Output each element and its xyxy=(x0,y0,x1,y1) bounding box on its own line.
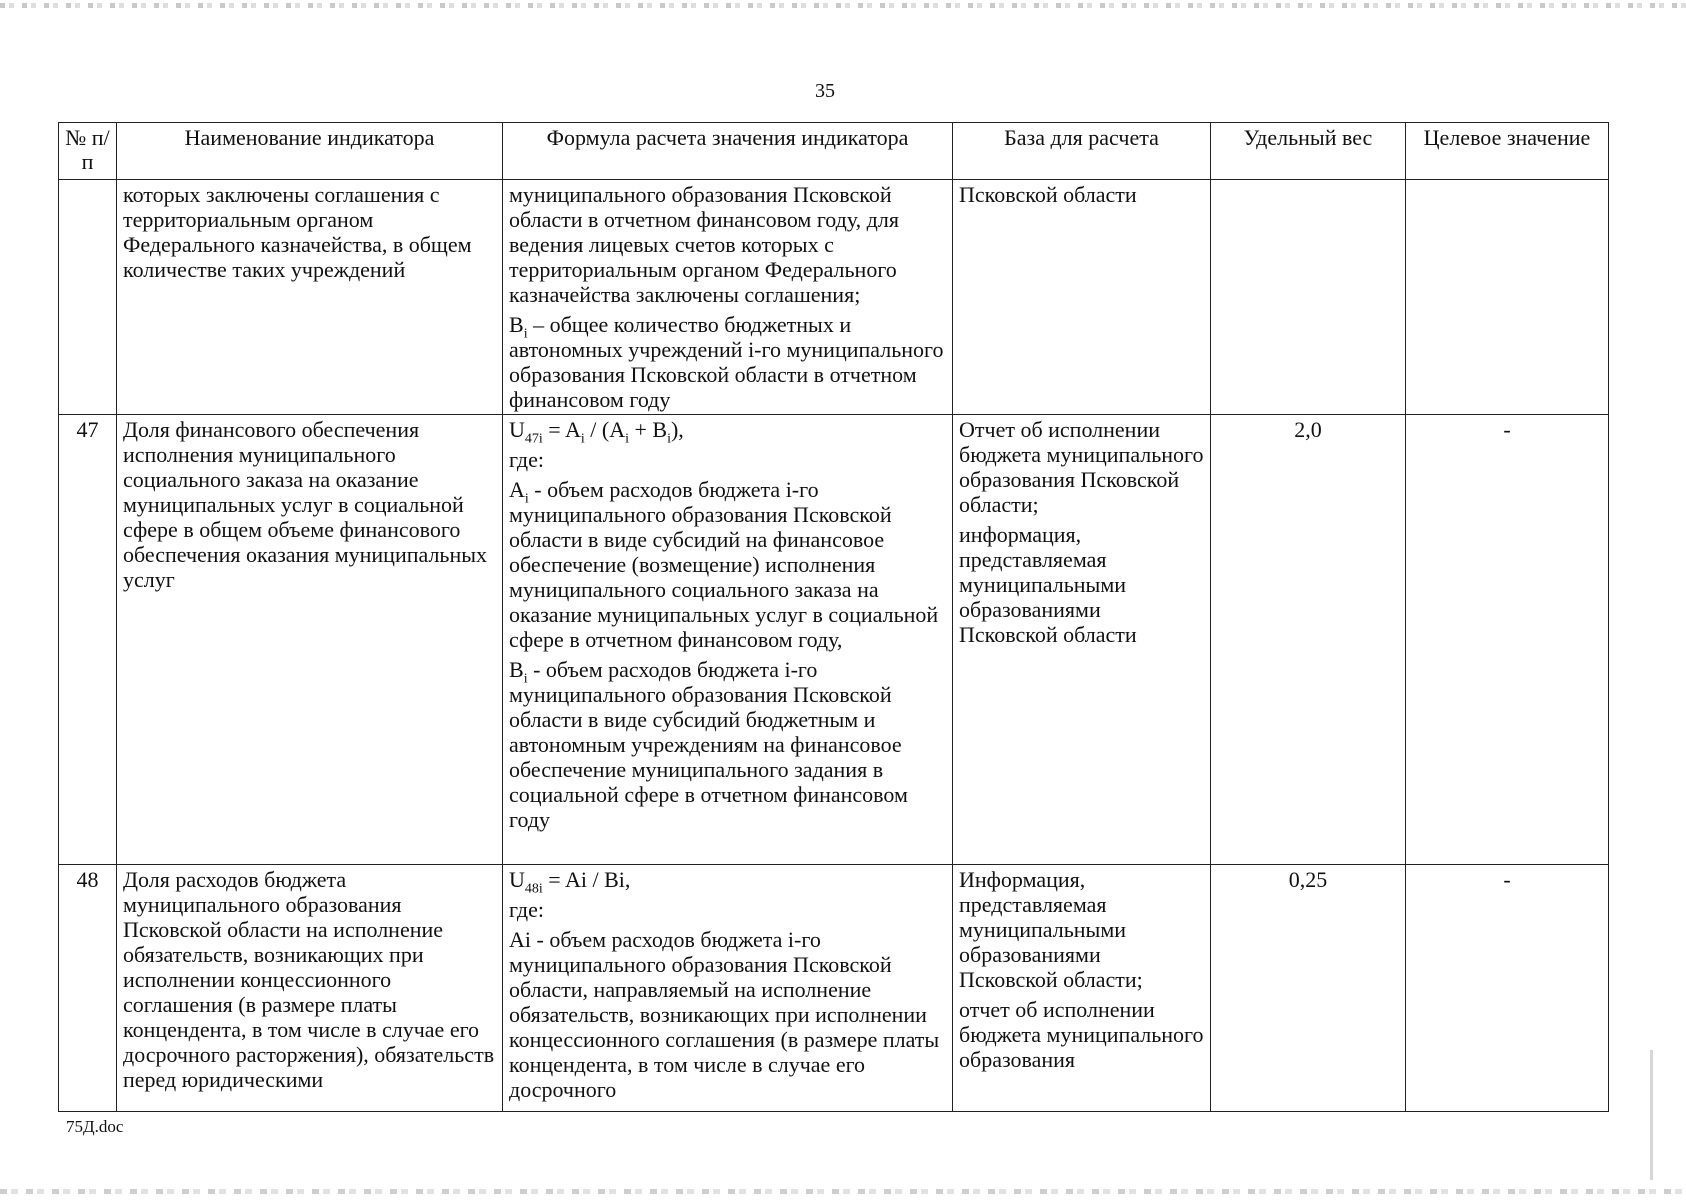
header-base: База для расчета xyxy=(953,123,1211,180)
formula-subscript: 48i xyxy=(524,881,543,897)
indicator-formula xyxy=(503,865,953,1112)
target-value: - xyxy=(1406,865,1609,1112)
formula-text: = Ai / Bi, xyxy=(542,867,631,892)
base-paragraph: Отчет об исполнении бюджета муниципального образования Псковской области; xyxy=(959,417,1204,517)
formula-var: B xyxy=(509,657,524,682)
base-paragraph: Псковской области xyxy=(959,182,1137,207)
table-header-row xyxy=(59,123,1609,180)
formula-paragraph xyxy=(509,312,946,412)
base-paragraph: Информация, представляемая муниципальными образованиями Псковской области; xyxy=(959,867,1143,992)
formula-text: + B xyxy=(628,417,668,442)
row-num: 48 xyxy=(59,865,117,1112)
indicator-name: которых заключены соглашения с территориальным органом Федерального казначейства, в общем количестве таких учреждений xyxy=(117,180,503,415)
calculation-base xyxy=(953,415,1211,865)
weight-value xyxy=(1211,180,1406,415)
formula-var: U xyxy=(509,417,525,442)
formula-paragraph xyxy=(509,657,946,832)
formula-text: - объем расходов бюджета i-го муниципального образования Псковской области в виде субсидий бюджетным и автономным учреждениям на финансовое обеспечение муниципального задания в социальной сфере в отчетном финансовом году xyxy=(509,657,908,832)
header-formula: Формула расчета значения индикатора xyxy=(503,123,953,180)
weight-value: 2,0 xyxy=(1211,415,1406,865)
calculation-base xyxy=(953,180,1211,415)
row-num xyxy=(59,180,117,415)
formula-subscript: 47i xyxy=(524,431,543,447)
formula-paragraph: муниципального образования Псковской области в отчетном финансовом году, для ведения лицевых счетов которых с территориальным органом Федерального казначейства заключены соглашения; xyxy=(509,182,899,307)
formula-var: A xyxy=(509,477,525,502)
formula-subscript: i xyxy=(523,671,528,687)
formula-where: где: xyxy=(509,447,544,472)
formula-var: U xyxy=(509,867,525,892)
page-number: 35 xyxy=(815,80,835,102)
formula-where: где: xyxy=(509,897,544,922)
header-target: Целевое значение xyxy=(1406,123,1609,180)
formula-subscript: i xyxy=(667,431,671,447)
indicator-formula xyxy=(503,415,953,865)
indicator-name: Доля финансового обеспечения исполнения муниципального социального заказа на оказание муниципальных услуг в социальной сфере в общем объеме финансового обеспечения оказания муниципальных услуг xyxy=(117,415,503,865)
table-row xyxy=(59,180,1609,415)
formula-text: = A xyxy=(542,417,581,442)
indicator-formula xyxy=(503,180,953,415)
scan-edge-bottom xyxy=(0,1189,1686,1194)
target-value: - xyxy=(1406,415,1609,865)
target-value xyxy=(1406,180,1609,415)
weight-value: 0,25 xyxy=(1211,865,1406,1112)
formula-subscript: i xyxy=(580,431,585,447)
indicator-table xyxy=(58,122,1609,1112)
formula-paragraph xyxy=(509,477,946,652)
formula-equation xyxy=(509,867,946,897)
formula-var: B xyxy=(509,312,524,337)
formula-subscript: i xyxy=(523,326,528,342)
formula-text: / (A xyxy=(584,417,626,442)
indicator-name: Доля расходов бюджета муниципального образования Псковской области на исполнение обязательств, возникающих при исполнении концессионного соглашения (в размере платы концендента, в том числе в случае его досрочного расторжения), обязательств перед юридическими xyxy=(117,865,503,1112)
table-row xyxy=(59,415,1609,865)
scan-edge-top xyxy=(0,3,1686,8)
formula-paragraph: Ai - объем расходов бюджета i-го муниципального образования Псковской области, направляемый на исполнение обязательств, возникающих при исполнении концессионного соглашения (в размере платы концендента, в том числе в случае его досрочного xyxy=(509,927,940,1102)
scan-edge-right xyxy=(1650,1050,1653,1180)
table-row xyxy=(59,865,1609,1112)
formula-equation xyxy=(509,417,946,447)
calculation-base xyxy=(953,865,1211,1112)
row-num: 47 xyxy=(59,415,117,865)
formula-text: - объем расходов бюджета i-го муниципального образования Псковской области в виде субсидий на финансовое обеспечение (возмещение) исполнения муниципального социального заказа на оказание муниципальных услуг в социальной сфере в отчетном финансовом году, xyxy=(509,477,939,652)
base-paragraph: отчет об исполнении бюджета муниципального образования xyxy=(959,997,1204,1072)
header-weight: Удельный вес xyxy=(1211,123,1406,180)
header-num: № п/п xyxy=(59,123,117,180)
formula-text: – общее количество бюджетных и автономных учреждений i-го муниципального образования Псковской области в отчетном финансовом году xyxy=(509,312,944,412)
footer-filename: 75Д.doc xyxy=(66,1117,124,1136)
header-name: Наименование индикатора xyxy=(117,123,503,180)
formula-text: ), xyxy=(670,417,684,442)
formula-subscript: i xyxy=(524,491,529,507)
base-paragraph: информация, представляемая муниципальными образованиями Псковской области xyxy=(959,522,1137,647)
formula-subscript: i xyxy=(625,431,629,447)
